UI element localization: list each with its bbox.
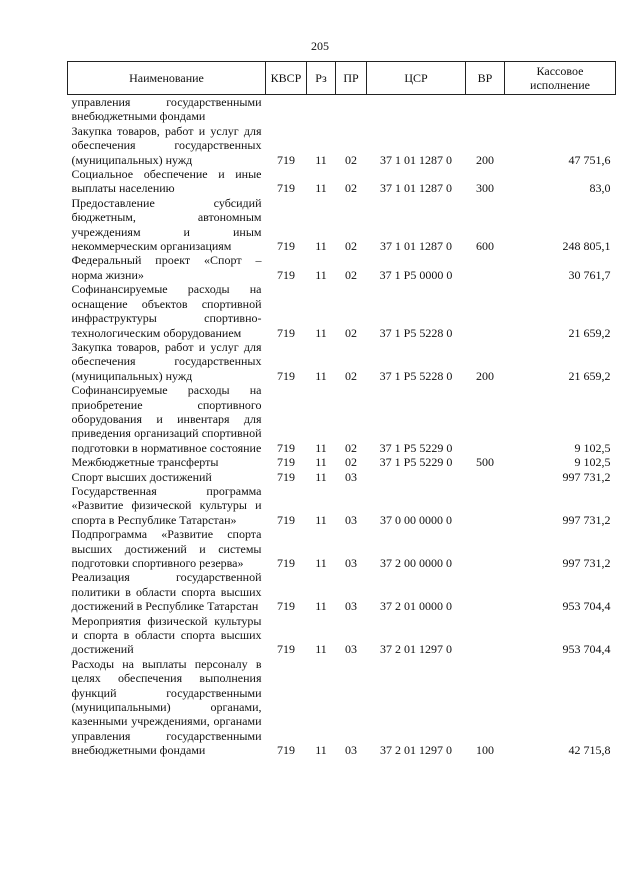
row-vr	[466, 570, 505, 613]
row-name: Федеральный проект «Спорт – норма жизни»	[71, 253, 262, 282]
row-name: Предоставление субсидий бюджетным, автономным учреждениям и иным некоммерческим организациям	[71, 195, 262, 254]
row-kvsr	[266, 95, 307, 124]
row-vr: 200	[476, 368, 494, 383]
row-kvsr: 719	[277, 512, 295, 527]
row-name: Межбюджетные трансферты	[71, 455, 219, 470]
row-pr: 02	[345, 368, 357, 383]
header-pr: ПР	[336, 62, 367, 95]
row-pr: 02	[345, 267, 357, 282]
row-amount: 42 715,8	[568, 743, 611, 758]
row-name: Закупка товаров, работ и услуг для обеспечения государственных (муниципальных) нужд	[71, 339, 262, 383]
table-header	[68, 62, 616, 95]
row-vr: 200	[476, 152, 494, 167]
row-vr	[466, 484, 505, 527]
row-csr: 37 0 00 0000 0	[380, 512, 452, 527]
row-amount: 953 704,4	[562, 599, 611, 614]
header-name: Наименование	[68, 62, 266, 95]
table-row	[68, 527, 616, 570]
row-pr: 02	[345, 181, 357, 196]
row-amount: 953 704,4	[562, 642, 611, 657]
page-number: 205	[311, 39, 329, 53]
row-vr	[466, 383, 505, 455]
row-vr	[466, 614, 505, 657]
row-pr: 02	[345, 325, 357, 340]
row-amount: 9 102,5	[574, 440, 611, 455]
header-csr: ЦСР	[367, 62, 466, 95]
row-csr	[367, 95, 466, 124]
row-kvsr: 719	[277, 239, 295, 254]
row-csr: 37 1 01 1287 0	[380, 152, 452, 167]
table-body	[68, 95, 616, 758]
row-pr: 03	[345, 642, 357, 657]
row-amount: 9 102,5	[574, 455, 611, 470]
row-name: Подпрограмма «Развитие спорта высших достижений и системы подготовки спортивного резерва»	[71, 527, 262, 570]
row-rz: 11	[315, 267, 327, 282]
header-rz: Рз	[307, 62, 336, 95]
header-row	[68, 62, 616, 95]
row-csr: 37 1 P5 5229 0	[379, 455, 453, 470]
row-rz: 11	[315, 642, 327, 657]
table-row	[68, 253, 616, 282]
table-row	[68, 383, 616, 455]
row-amount: 21 659,2	[568, 325, 611, 340]
table-row	[68, 340, 616, 383]
row-pr: 02	[345, 152, 357, 167]
row-name: Софинансируемые расходы на оснащение объектов спортивной инфраструктуры спортивно-технологическим оборудованием	[71, 282, 262, 340]
budget-table	[67, 61, 616, 758]
row-pr: 02	[345, 239, 357, 254]
row-kvsr: 719	[277, 599, 295, 614]
row-rz: 11	[315, 181, 327, 196]
row-vr	[466, 527, 505, 570]
row-rz: 11	[315, 152, 327, 167]
row-kvsr: 719	[277, 267, 295, 282]
row-kvsr: 719	[277, 325, 295, 340]
row-name: Закупка товаров, работ и услуг для обеспечения государственных (муниципальных) нужд	[71, 123, 262, 167]
row-vr	[466, 282, 505, 340]
row-amount: 997 731,2	[562, 556, 611, 570]
row-amount: 47 751,6	[568, 152, 611, 167]
row-name: Реализация государственной политики в области спорта высших достижений в Республике Татарстан	[71, 570, 262, 614]
row-csr	[367, 470, 466, 484]
row-pr: 02	[345, 455, 357, 470]
row-vr: 600	[476, 239, 494, 254]
row-vr	[466, 470, 505, 484]
row-kvsr: 719	[277, 368, 295, 383]
row-kvsr: 719	[277, 743, 295, 758]
table-row	[68, 124, 616, 167]
row-csr: 37 2 01 0000 0	[380, 599, 452, 614]
header-vr: ВР	[466, 62, 505, 95]
row-pr	[336, 95, 367, 124]
row-kvsr: 719	[277, 440, 295, 455]
table-row	[68, 95, 616, 124]
table-row	[68, 282, 616, 340]
row-csr: 37 2 01 1297 0	[380, 642, 452, 657]
row-kvsr: 719	[277, 181, 295, 196]
row-rz: 11	[315, 743, 327, 758]
row-pr: 03	[345, 743, 357, 758]
row-rz: 11	[315, 469, 327, 484]
row-amount: 30 761,7	[568, 267, 611, 282]
table-row	[68, 614, 616, 657]
row-pr: 02	[345, 440, 357, 455]
row-kvsr: 719	[277, 642, 295, 657]
row-pr: 03	[345, 512, 357, 527]
row-pr: 03	[345, 469, 357, 484]
table-row	[68, 196, 616, 254]
row-kvsr: 719	[277, 469, 295, 484]
row-vr	[466, 253, 505, 282]
row-csr: 37 2 01 1297 0	[380, 743, 452, 758]
row-csr: 37 1 P5 5229 0	[379, 440, 453, 455]
row-rz: 11	[315, 599, 327, 614]
row-name: Государственная программа «Развитие физической культуры и спорта в Республике Татарстан»	[71, 483, 262, 527]
row-kvsr: 719	[277, 455, 295, 470]
table-row	[68, 167, 616, 196]
header-kvsr: КВСР	[266, 62, 307, 95]
row-name: Социальное обеспечение и иные выплаты населению	[71, 167, 262, 196]
row-pr: 03	[345, 599, 357, 614]
row-name: управления государственными внебюджетными фондами	[71, 95, 262, 124]
table-row	[68, 570, 616, 613]
row-kvsr: 719	[277, 152, 295, 167]
row-rz: 11	[315, 556, 327, 570]
row-amount: 248 805,1	[562, 239, 611, 254]
row-amount	[505, 95, 616, 124]
table-row	[68, 470, 616, 484]
row-rz: 11	[315, 325, 327, 340]
row-rz	[307, 95, 336, 124]
row-amount: 83,0	[589, 181, 611, 196]
row-kvsr: 719	[277, 556, 295, 570]
row-amount: 997 731,2	[562, 469, 611, 484]
row-csr: 37 1 01 1287 0	[380, 181, 452, 196]
row-csr: 37 1 01 1287 0	[380, 239, 452, 254]
table-row	[68, 484, 616, 527]
row-amount: 21 659,2	[568, 368, 611, 383]
row-csr: 37 1 P5 5228 0	[379, 325, 453, 340]
row-rz: 11	[315, 368, 327, 383]
row-name: Мероприятия физической культуры и спорта в области спорта высших достижений	[71, 613, 262, 657]
row-pr: 03	[345, 556, 357, 570]
row-rz: 11	[315, 440, 327, 455]
row-vr	[466, 95, 505, 124]
row-amount: 997 731,2	[562, 512, 611, 527]
row-rz: 11	[315, 239, 327, 254]
row-vr: 100	[476, 743, 494, 758]
row-csr: 37 1 P5 0000 0	[379, 267, 453, 282]
row-rz: 11	[315, 455, 327, 470]
row-rz: 11	[315, 512, 327, 527]
row-name: Спорт высших достижений	[71, 469, 212, 484]
row-name: Софинансируемые расходы на приобретение спортивного оборудования и инвентаря для приведения организаций спортивной подготовки в нормативное состояние	[71, 383, 262, 455]
row-csr: 37 1 P5 5228 0	[379, 368, 453, 383]
row-csr: 37 2 00 0000 0	[380, 556, 452, 570]
row-name: Расходы на выплаты персоналу в целях обеспечения выполнения функций государственными (муниципальными) органами, казенными учреждениями, органами управления государственными внебюджетными фондами	[71, 656, 262, 758]
header-kass: Кассовое исполнение	[505, 62, 616, 95]
table-row	[68, 657, 616, 758]
row-vr: 500	[476, 455, 494, 470]
table-row	[68, 455, 616, 469]
row-vr: 300	[476, 181, 494, 196]
